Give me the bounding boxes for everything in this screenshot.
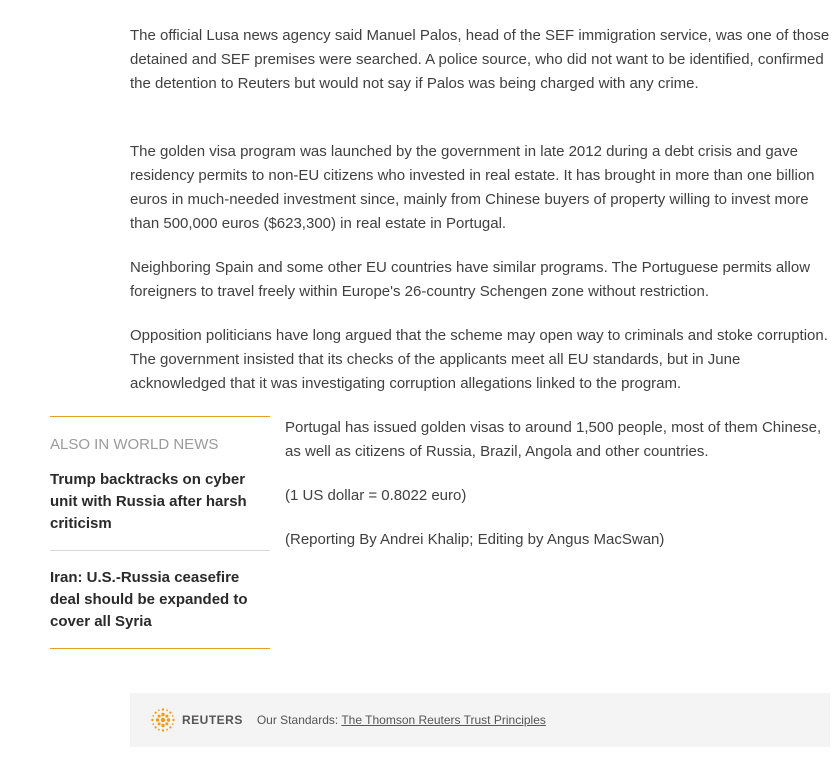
reuters-wordmark: REUTERS	[182, 713, 243, 727]
standards-footer	[130, 693, 830, 747]
article-paragraph-5: Portugal has issued golden visas to around 1,500 people, most of them Chinese, as well as citizens of Russia, Brazil, Angola and other countries.	[285, 419, 822, 460]
sidebar-heading: ALSO IN WORLD NEWS	[50, 436, 219, 453]
reuters-logo[interactable]	[150, 707, 243, 733]
article-paragraph-3: Neighboring Spain and some other EU countries have similar programs. The Portuguese permits allow foreigners to travel freely within Europe's 26-country Schengen zone without restriction.	[130, 259, 811, 300]
sidebar-story-link[interactable]: Trump backtracks on cyber unit with Russia after harsh criticism	[50, 471, 247, 532]
sidebar-story-link[interactable]: Iran: U.S.-Russia ceasefire deal should be expanded to cover all Syria	[50, 550, 270, 648]
also-in-world-news-sidebar	[50, 416, 270, 649]
standards-label: Our Standards:	[256, 713, 339, 727]
reuters-dot-logo-icon	[150, 707, 176, 733]
trust-principles-link[interactable]: The Thomson Reuters Trust Principles	[341, 713, 546, 727]
article-paragraph-7: (Reporting By Andrei Khalip; Editing by Angus MacSwan)	[285, 531, 665, 548]
article-paragraph-6: (1 US dollar = 0.8022 euro)	[285, 487, 467, 504]
article-paragraph-1: The official Lusa news agency said Manuel Palos, head of the SEF immigration service, was one of those detained and SEF premises were searched. A police source, who did not want to be identified, confirmed the detention to Reuters but would not say if Palos was being charged with any crime.	[130, 27, 830, 92]
article-paragraph-2: The golden visa program was launched by the government in late 2012 during a debt crisis and gave residency permits to non-EU citizens who invested in real estate. It has brought in more than one billion euros in much-needed investment since, mainly from Chinese buyers of property willing to invest more than 500,000 euros ($623,300) in real estate in Portugal.	[130, 143, 815, 232]
standards-text	[257, 713, 546, 727]
article-paragraph-4: Opposition politicians have long argued that the scheme may open way to criminals and stoke corruption. The government insisted that its checks of the applicants meet all EU standards, but in June acknowledged that it was investigating corruption allegations linked to the program.	[130, 327, 828, 392]
